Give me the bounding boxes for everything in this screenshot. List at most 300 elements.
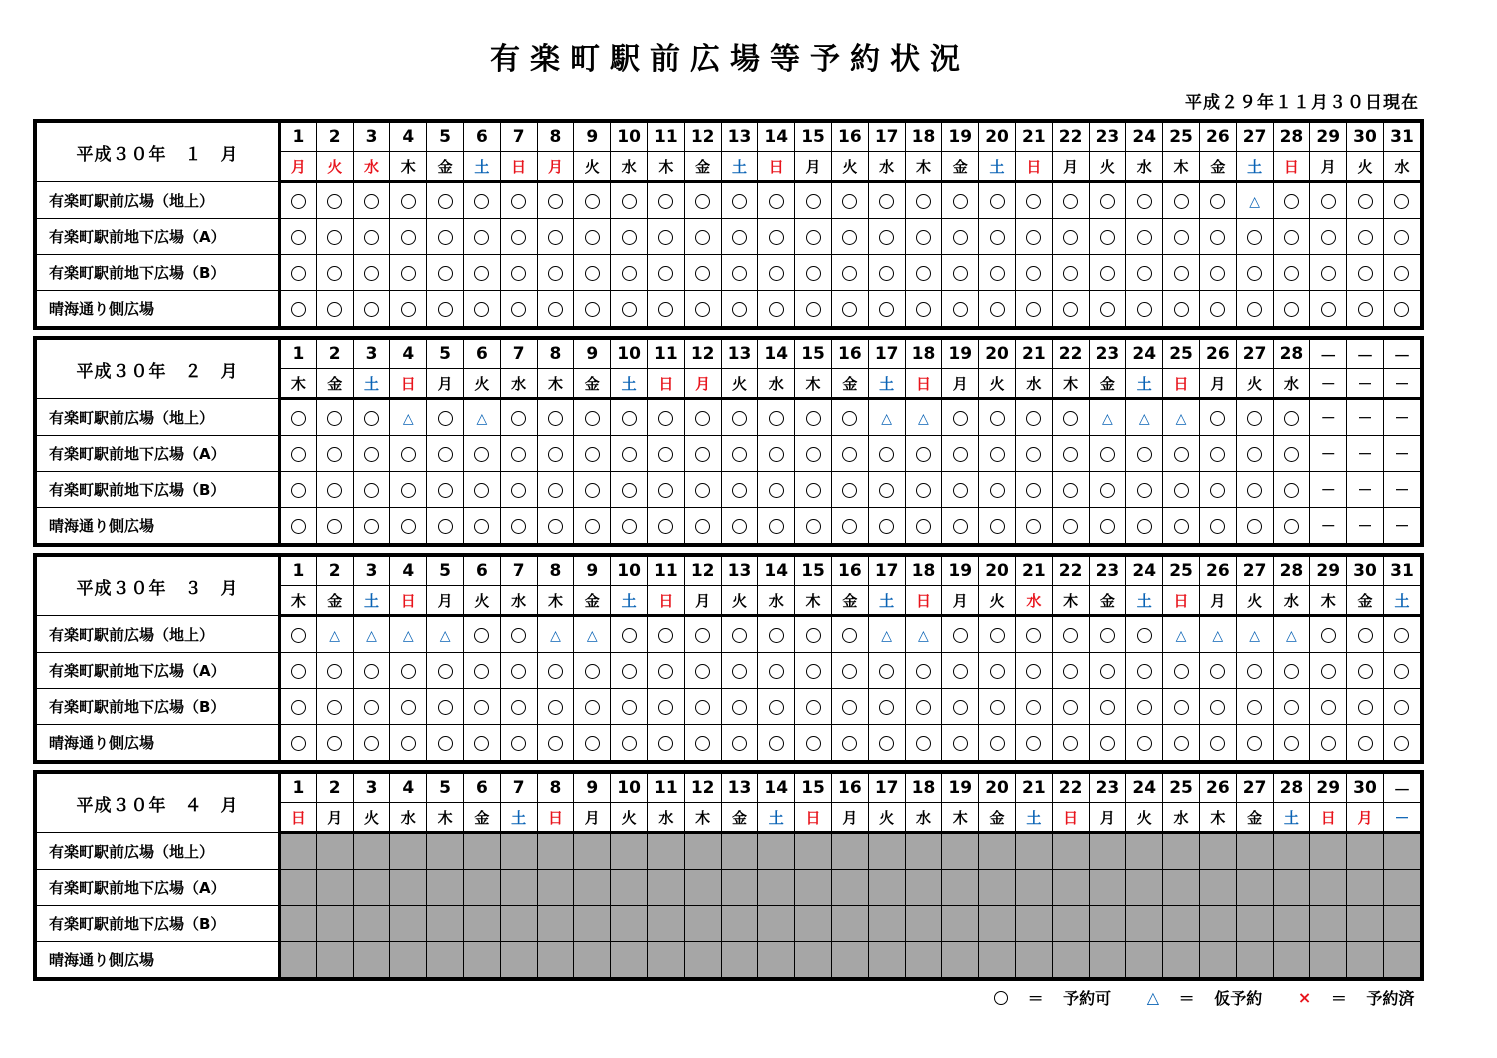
status-available: [353, 472, 390, 508]
circle-icon: [1100, 302, 1115, 317]
status-unpublished: [1199, 906, 1236, 942]
status-available: [463, 653, 500, 689]
day-number: 22: [1052, 340, 1089, 369]
status-available: [1015, 508, 1052, 544]
triangle-icon: △: [881, 410, 893, 427]
day-number: 22: [1052, 774, 1089, 803]
status-available: [353, 182, 390, 219]
circle-icon: [1210, 736, 1225, 751]
status-available: [1126, 508, 1163, 544]
status-available: [1052, 508, 1089, 544]
status-available: [500, 472, 537, 508]
day-number: 28: [1273, 557, 1310, 586]
circle-icon: [916, 230, 931, 245]
circle-icon: [769, 411, 784, 426]
day-of-week: 水: [1273, 369, 1310, 399]
status-available: [831, 472, 868, 508]
status-available: [1310, 653, 1347, 689]
day-of-week: 火: [463, 586, 500, 616]
day-number: 18: [905, 557, 942, 586]
status-available: [1089, 616, 1126, 653]
status-available: [1163, 689, 1200, 725]
circle-icon: [1063, 266, 1078, 281]
circle-icon: [1063, 447, 1078, 462]
circle-icon: [695, 194, 710, 209]
status-available: [721, 255, 758, 291]
status-unpublished: [1236, 833, 1273, 870]
status-available: [1273, 182, 1310, 219]
status-unpublished: [758, 833, 795, 870]
circle-icon: [291, 447, 306, 462]
status-available: [1052, 689, 1089, 725]
day-of-week: 金: [1089, 369, 1126, 399]
day-of-week: 木: [905, 152, 942, 182]
status-unpublished: [1126, 870, 1163, 906]
status-available: [427, 291, 464, 327]
status-none: [1310, 436, 1347, 472]
status-tentative: [463, 399, 500, 436]
circle-icon: [1100, 664, 1115, 679]
status-available: [390, 436, 427, 472]
status-available: [500, 399, 537, 436]
day-number: 9: [574, 123, 611, 152]
day-number: 1: [280, 557, 317, 586]
facility-name: 有楽町駅前地下広場（A）: [37, 870, 280, 906]
day-number: 19: [942, 774, 979, 803]
status-unpublished: [1347, 833, 1384, 870]
day-number: 8: [537, 557, 574, 586]
circle-icon: [401, 483, 416, 498]
status-available: [1383, 182, 1420, 219]
triangle-icon: △: [1249, 193, 1260, 210]
circle-icon: [1026, 700, 1041, 715]
circle-icon: [1394, 700, 1409, 715]
month-table: [36, 122, 1421, 327]
status-unpublished: [537, 870, 574, 906]
status-available: [427, 219, 464, 255]
circle-icon: [291, 700, 306, 715]
circle-icon: [474, 736, 489, 751]
circle-icon: [990, 302, 1005, 317]
day-number: 27: [1236, 123, 1273, 152]
day-number: 3: [353, 774, 390, 803]
day-of-week: 火: [611, 803, 648, 833]
day-of-week: 木: [942, 803, 979, 833]
status-available: [795, 725, 832, 761]
circle-icon: [291, 736, 306, 751]
status-available: [280, 436, 317, 472]
circle-icon: [916, 266, 931, 281]
status-none: [1383, 399, 1420, 436]
status-available: [721, 508, 758, 544]
circle-icon: [1026, 411, 1041, 426]
status-available: [868, 508, 905, 544]
circle-icon: [1394, 628, 1409, 643]
day-number: 31: [1383, 123, 1420, 152]
day-number: 14: [758, 123, 795, 152]
circle-icon: [1174, 230, 1189, 245]
status-available: [647, 219, 684, 255]
status-unpublished: [979, 942, 1016, 978]
circle-icon: [1100, 447, 1115, 462]
circle-icon: [1026, 664, 1041, 679]
day-of-week: 土: [500, 803, 537, 833]
circle-icon: [622, 664, 637, 679]
circle-icon: [769, 302, 784, 317]
status-available: [721, 653, 758, 689]
dash-mark: －: [1357, 445, 1373, 463]
circle-icon: [1100, 519, 1115, 534]
facility-row: [37, 653, 1421, 689]
circle-icon: [548, 411, 563, 426]
day-of-week: 木: [795, 369, 832, 399]
circle-icon: [990, 411, 1005, 426]
status-unpublished: [1310, 870, 1347, 906]
status-available: [1126, 255, 1163, 291]
status-available: [721, 182, 758, 219]
circle-icon: [806, 700, 821, 715]
facility-row: [37, 725, 1421, 761]
circle-icon: [695, 266, 710, 281]
status-unpublished: [390, 942, 427, 978]
circle-icon: [806, 628, 821, 643]
status-unpublished: [390, 870, 427, 906]
day-number: 18: [905, 340, 942, 369]
dash-mark: －: [1394, 517, 1410, 535]
status-unpublished: [574, 870, 611, 906]
day-of-week: 日: [795, 803, 832, 833]
day-of-week: 土: [979, 152, 1016, 182]
circle-icon: [1137, 628, 1152, 643]
status-available: [280, 689, 317, 725]
facility-name: 有楽町駅前広場（地上）: [37, 616, 280, 653]
circle-icon: [1321, 302, 1336, 317]
circle-icon: [1210, 266, 1225, 281]
day-number: 3: [353, 557, 390, 586]
circle-icon: [622, 266, 637, 281]
status-available: [390, 182, 427, 219]
status-available: [316, 725, 353, 761]
circle-icon: [1210, 230, 1225, 245]
status-available: [1273, 689, 1310, 725]
day-of-week: 水: [500, 369, 537, 399]
status-available: [1199, 436, 1236, 472]
circle-icon: [806, 736, 821, 751]
status-available: [1089, 291, 1126, 327]
status-available: [979, 725, 1016, 761]
circle-icon: [1321, 664, 1336, 679]
status-unpublished: [390, 833, 427, 870]
circle-icon: [658, 411, 673, 426]
circle-icon: [953, 664, 968, 679]
circle-icon: [806, 519, 821, 534]
facility-row: [37, 906, 1421, 942]
status-available: [390, 291, 427, 327]
status-tentative: [574, 616, 611, 653]
circle-icon: [438, 483, 453, 498]
day-number: 23: [1089, 123, 1126, 152]
status-unpublished: [905, 942, 942, 978]
status-none: [1310, 472, 1347, 508]
status-unpublished: [1052, 906, 1089, 942]
circle-icon: [1174, 266, 1189, 281]
status-unpublished: [280, 942, 317, 978]
day-number: 4: [390, 340, 427, 369]
status-available: [795, 399, 832, 436]
status-available: [574, 472, 611, 508]
status-available: [427, 255, 464, 291]
month-table: [36, 556, 1421, 761]
status-available: [831, 182, 868, 219]
day-of-week: 土: [1126, 369, 1163, 399]
status-unpublished: [1163, 942, 1200, 978]
status-unpublished: [1089, 870, 1126, 906]
day-of-week: 月: [795, 152, 832, 182]
status-unpublished: [1273, 870, 1310, 906]
day-of-week: 水: [1015, 586, 1052, 616]
status-available: [647, 182, 684, 219]
status-unpublished: [1383, 870, 1420, 906]
status-none: [1347, 508, 1384, 544]
circle-icon: [585, 194, 600, 209]
triangle-icon: △: [918, 627, 929, 644]
month-table: [36, 339, 1421, 544]
day-of-week: 木: [1199, 803, 1236, 833]
day-number: 11: [647, 774, 684, 803]
circle-icon: [658, 736, 673, 751]
day-number: 14: [758, 557, 795, 586]
circle-icon: [1137, 736, 1152, 751]
status-available: [316, 399, 353, 436]
circle-icon: [1210, 302, 1225, 317]
status-unpublished: [795, 833, 832, 870]
status-unpublished: [1052, 942, 1089, 978]
triangle-icon: △: [1212, 627, 1224, 644]
day-of-week: 木: [1310, 586, 1347, 616]
circle-icon: [953, 411, 968, 426]
status-available: [1052, 219, 1089, 255]
circle-icon: [990, 519, 1005, 534]
status-unpublished: [1273, 942, 1310, 978]
status-unpublished: [868, 833, 905, 870]
day-number: 12: [684, 123, 721, 152]
circle-icon: [1321, 230, 1336, 245]
day-number: 20: [979, 774, 1016, 803]
status-available: [758, 182, 795, 219]
status-available: [1347, 182, 1384, 219]
circle-icon: [1358, 230, 1373, 245]
dash-mark: －: [1357, 409, 1373, 427]
facility-row: [37, 870, 1421, 906]
dash-mark: －: [1320, 517, 1336, 535]
day-of-week: 金: [979, 803, 1016, 833]
facility-row: [37, 508, 1421, 544]
legend-eq: ＝: [1178, 989, 1195, 1008]
circle-icon: [1358, 266, 1373, 281]
status-available: [611, 399, 648, 436]
day-of-week: 月: [942, 586, 979, 616]
circle-icon: [622, 230, 637, 245]
status-unpublished: [1236, 906, 1273, 942]
day-of-week: 金: [831, 369, 868, 399]
status-available: [1310, 689, 1347, 725]
day-number: 24: [1126, 557, 1163, 586]
day-of-week: 日: [390, 369, 427, 399]
day-number: 25: [1163, 557, 1200, 586]
triangle-icon: △: [1175, 410, 1187, 427]
circle-icon: [769, 628, 784, 643]
status-available: [1015, 399, 1052, 436]
circle-icon: [511, 302, 526, 317]
circle-icon: [1247, 483, 1262, 498]
day-of-week: 土: [1236, 152, 1273, 182]
status-available: [1347, 255, 1384, 291]
day-of-week: 水: [758, 369, 795, 399]
status-unpublished: [1383, 942, 1420, 978]
circle-icon: [291, 483, 306, 498]
status-available: [427, 436, 464, 472]
circle-icon: [1247, 230, 1262, 245]
day-number: 22: [1052, 557, 1089, 586]
circle-icon: [585, 519, 600, 534]
circle-icon: [1247, 411, 1262, 426]
day-of-week: 日: [1015, 152, 1052, 182]
status-available: [905, 255, 942, 291]
status-available: [942, 725, 979, 761]
circle-icon: [327, 483, 342, 498]
status-available: [611, 508, 648, 544]
circle-icon: [695, 411, 710, 426]
circle-icon: [806, 447, 821, 462]
circle-icon: [1100, 628, 1115, 643]
triangle-icon: △: [918, 410, 929, 427]
status-unpublished: [942, 942, 979, 978]
dash-mark: －: [1394, 481, 1410, 499]
status-available: [795, 182, 832, 219]
circle-icon: [401, 266, 416, 281]
status-unpublished: [1015, 833, 1052, 870]
circle-icon: [1174, 447, 1189, 462]
circle-icon: [1026, 628, 1041, 643]
circle-icon: [1358, 194, 1373, 209]
circle-icon: [916, 302, 931, 317]
status-available: [1089, 472, 1126, 508]
day-of-week: 水: [1015, 369, 1052, 399]
circle-icon: [474, 302, 489, 317]
status-unpublished: [611, 833, 648, 870]
day-number: 30: [1347, 123, 1384, 152]
facility-row: [37, 399, 1421, 436]
status-available: [316, 291, 353, 327]
day-of-week: 土: [868, 586, 905, 616]
status-available: [979, 472, 1016, 508]
circle-icon: [695, 700, 710, 715]
circle-icon: [364, 519, 379, 534]
circle-icon: [806, 302, 821, 317]
status-available: [1347, 291, 1384, 327]
status-available: [1015, 219, 1052, 255]
circle-icon: [585, 483, 600, 498]
circle-icon: [291, 194, 306, 209]
circle-icon: [401, 700, 416, 715]
status-unpublished: [831, 942, 868, 978]
status-unpublished: [280, 833, 317, 870]
circle-icon: [916, 664, 931, 679]
day-number: 8: [537, 774, 574, 803]
status-available: [1015, 653, 1052, 689]
day-number: 20: [979, 340, 1016, 369]
day-number: 11: [647, 340, 684, 369]
day-of-week: 金: [942, 152, 979, 182]
circle-icon: [732, 230, 747, 245]
status-available: [979, 399, 1016, 436]
status-available: [1052, 182, 1089, 219]
circle-icon: [806, 483, 821, 498]
status-available: [942, 689, 979, 725]
day-number: 12: [684, 557, 721, 586]
circle-icon: [1247, 266, 1262, 281]
status-available: [500, 725, 537, 761]
status-available: [942, 653, 979, 689]
status-unpublished: [979, 870, 1016, 906]
circle-icon: [842, 628, 857, 643]
circle-icon: [1321, 736, 1336, 751]
day-of-week: 水: [1383, 152, 1420, 182]
status-unpublished: [684, 833, 721, 870]
status-available: [1273, 255, 1310, 291]
status-available: [611, 291, 648, 327]
status-available: [795, 653, 832, 689]
circle-icon: [1026, 483, 1041, 498]
status-available: [684, 725, 721, 761]
day-number: 24: [1126, 774, 1163, 803]
day-number: 28: [1273, 123, 1310, 152]
triangle-icon: △: [1249, 627, 1260, 644]
month-block: [33, 553, 1424, 764]
month-block: [33, 119, 1424, 330]
status-unpublished: [1383, 833, 1420, 870]
status-available: [684, 255, 721, 291]
status-available: [463, 255, 500, 291]
circle-icon: [585, 230, 600, 245]
month-block: [33, 770, 1424, 981]
status-unpublished: [979, 906, 1016, 942]
status-unpublished: [1089, 833, 1126, 870]
circle-icon: [474, 266, 489, 281]
status-available: [353, 725, 390, 761]
status-unpublished: [758, 942, 795, 978]
triangle-icon: △: [1146, 988, 1160, 1007]
day-number: 15: [795, 340, 832, 369]
status-available: [1236, 219, 1273, 255]
status-available: [500, 689, 537, 725]
status-tentative: [1163, 399, 1200, 436]
day-number: 28: [1273, 340, 1310, 369]
circle-icon: [1137, 230, 1152, 245]
status-available: [500, 291, 537, 327]
status-available: [647, 616, 684, 653]
status-available: [1273, 399, 1310, 436]
circle-icon: [364, 483, 379, 498]
status-available: [427, 725, 464, 761]
circle-icon: [916, 700, 931, 715]
circle-icon: [1284, 700, 1299, 715]
status-available: [868, 219, 905, 255]
circle-icon: [732, 302, 747, 317]
circle-icon: [842, 483, 857, 498]
circle-icon: [1174, 483, 1189, 498]
status-available: [1310, 219, 1347, 255]
